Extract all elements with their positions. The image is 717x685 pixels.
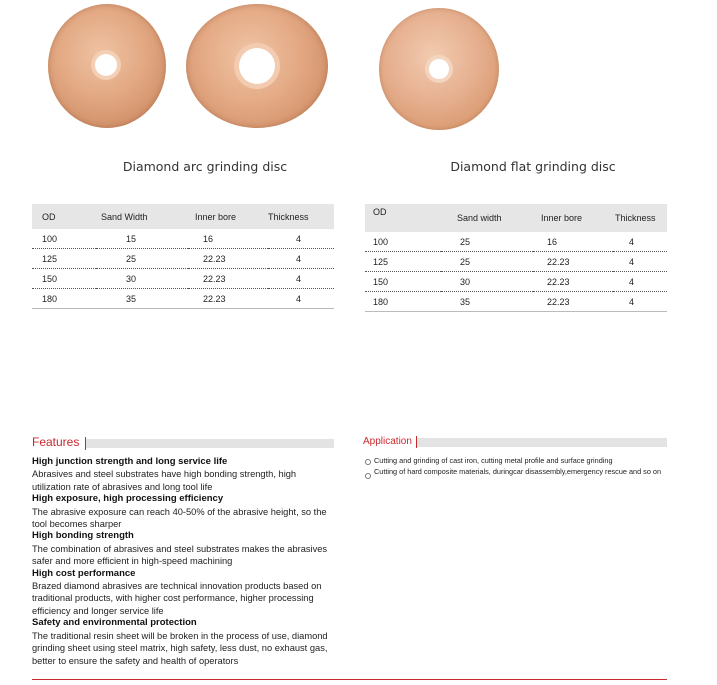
table-cell: 125 [365,252,441,272]
table-row [32,289,334,309]
circle-bullet-icon [365,459,371,465]
flat-disc-spec-table [365,204,667,312]
flat-disc-caption: Diamond flat grinding disc [450,159,616,174]
column-header: Thickness [613,204,667,232]
table-cell: 22.23 [533,272,613,292]
feature-body: The combination of abrasives and steel substrates makes the abrasives safer and more efficient in high-speed machining [32,543,328,567]
features-list [32,456,332,667]
feature-title: High exposure, high processing efficiency [32,493,224,505]
table-cell: 22.23 [188,249,268,269]
table-row [32,269,334,289]
feature-item [32,530,332,567]
column-header: Thickness [268,204,334,229]
table-cell: 35 [96,289,188,309]
table-cell: 100 [32,229,96,249]
table-cell: 180 [32,289,96,309]
table-row [365,232,667,252]
table-cell: 15 [96,229,188,249]
circle-bullet-icon [365,473,371,479]
table-cell: 25 [96,249,188,269]
table-cell: 150 [32,269,96,289]
table-header-row [365,204,667,232]
table-cell: 4 [613,272,667,292]
arc-disc-caption: Diamond arc grinding disc [122,159,288,174]
feature-item [32,493,332,530]
feature-title: High junction strength and long service life [32,456,228,467]
table-cell: 180 [365,292,441,312]
table-cell: 16 [533,232,613,252]
column-header: Inner bore [533,204,613,232]
feature-body: Abrasives and steel substrates have high bonding strength, high utilization rate of abrasives and long tool life [32,469,297,492]
table-cell: 25 [441,232,533,252]
table-cell: 125 [32,249,96,269]
flat-disc-image [379,8,499,130]
column-header: Sand width [441,204,533,232]
table-cell: 4 [613,232,667,252]
table-row [32,249,334,269]
column-header: OD [365,204,441,232]
column-header: Sand Width [96,204,188,229]
table-cell: 4 [268,289,334,309]
bottom-accent-rule [32,679,667,680]
arc-disc-1-bore [95,54,117,76]
features-heading: Features [32,435,80,449]
table-row [365,272,667,292]
application-text: Cutting and grinding of cast iron, cutting metal profile and surface grinding [374,456,613,465]
flat-disc-bore [429,59,449,79]
table-cell: 25 [441,252,533,272]
table-cell: 35 [441,292,533,312]
table-cell: 22.23 [188,289,268,309]
arc-disc-spec-table [32,204,334,309]
application-text: Cutting of hard composite materials, duringcar disassembly,emergency rescue and so on [374,466,662,476]
application-heading-rule [417,438,667,447]
table-cell: 4 [268,249,334,269]
table-row [365,292,667,312]
feature-item [32,568,332,618]
table-header-row [32,204,334,229]
feature-title: High bonding strength [32,530,134,542]
application-list [365,456,665,477]
feature-body: Brazed diamond abrasives are technical innovation products based on traditional products, with higher cost performance, higher processing efficiency and longer service life [32,581,322,616]
table-cell: 30 [96,269,188,289]
feature-title: Safety and environmental protection [32,617,197,629]
table-cell: 22.23 [188,269,268,289]
table-cell: 4 [613,292,667,312]
table-cell: 22.23 [533,252,613,272]
table-cell: 30 [441,272,533,292]
arc-disc-image-2 [186,4,328,128]
feature-body: The abrasive exposure can reach 40-50% of the abrasive height, so the tool becomes sharper [32,506,327,530]
arc-disc-image-1 [48,4,166,128]
features-heading-rule [86,439,334,448]
table-cell: 4 [268,269,334,289]
arc-disc-2-bore [239,48,275,84]
column-header: OD [32,204,96,229]
table-cell: 150 [365,272,441,292]
application-item [365,456,665,467]
feature-body: The traditional resin sheet will be broken in the process of use, diamond grinding sheet using steel matrix, high safety, less dust, no exhaust gas, better to ensure the safety and health of operators [32,630,328,666]
table-cell: 100 [365,232,441,252]
table-cell: 22.23 [533,292,613,312]
feature-title: High cost performance [32,567,136,579]
application-item [365,467,665,478]
feature-item [32,617,332,667]
table-cell: 16 [188,229,268,249]
application-heading: Application [363,436,412,447]
table-cell: 4 [613,252,667,272]
feature-item [32,456,332,493]
table-row [32,229,334,249]
table-row [365,252,667,272]
table-cell: 4 [268,229,334,249]
column-header: Inner bore [188,204,268,229]
